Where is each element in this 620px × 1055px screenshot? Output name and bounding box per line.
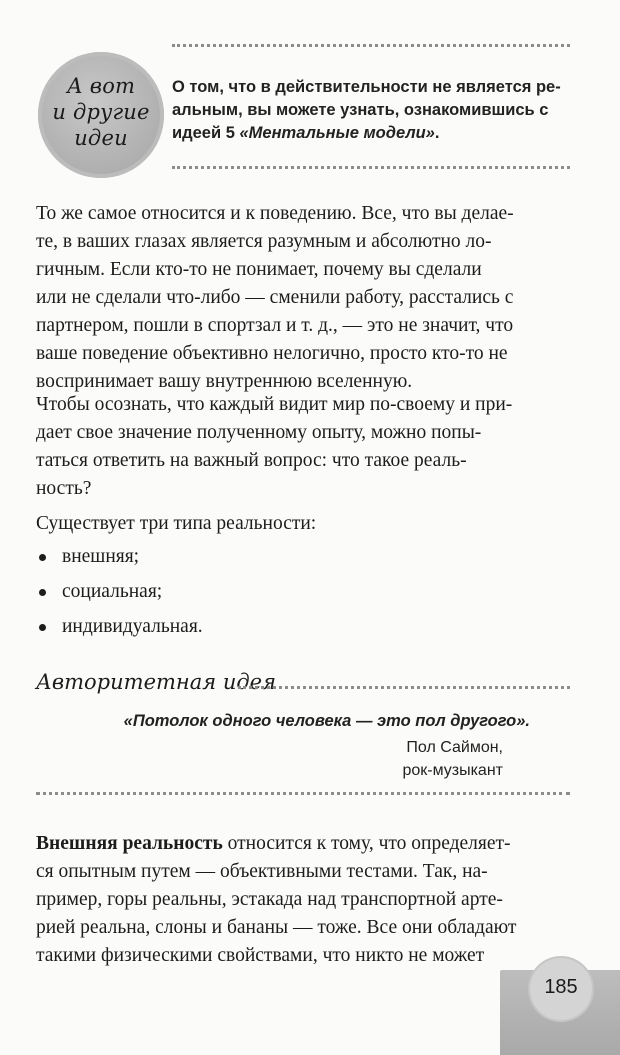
list-item-text: внешняя; [62,546,140,567]
badge-line-2: и другие [52,100,150,124]
bullet-icon [39,554,46,561]
bullet-icon [39,589,46,596]
list-item [36,543,566,578]
p4-line: ся опытным путем — объективными тестами. Так, на- [36,861,488,882]
quote-author-role: рок-музыкант [402,762,503,779]
p2-line: таться ответить на важный вопрос: что такое реаль- [36,450,467,471]
badge-line-3: идеи [74,126,128,150]
callout-top-rule [172,44,570,50]
mental-models-reference: «Ментальные модели» [239,124,435,142]
callout-line-1: О том, что в действительности не является ре- [172,78,561,96]
paragraph-external-reality [36,830,566,970]
external-reality-term: Внешняя реальность [36,833,223,854]
callout-text [172,76,567,145]
p2-line: дает свое значение полученному опыту, можно попы- [36,422,482,443]
p1-line: ваше поведение объективно нелогично, просто кто-то не [36,343,508,364]
p4-line-1-rest: относится к тому, что определяет- [222,833,511,854]
p1-line: те, в ваших глазах является разумным и абсолютно ло- [36,231,492,252]
list-item-text: социальная; [62,581,163,602]
p1-line: или не сделали что-либо — сменили работу, расстались с [36,287,514,308]
p1-line: гичным. Если кто-то не понимает, почему вы сделали [36,259,482,280]
p1-line: воспринимает вашу внутреннюю вселенную. [36,371,413,392]
authoritative-idea-title: Авторитетная идея [36,670,277,694]
paragraph-reality-question [36,391,566,503]
callout-bottom-rule [172,166,570,172]
quote-author-name: Пол Саймон, [406,739,503,756]
badge-line-1: А вот [66,74,136,98]
callout-line-2: альным, вы можете узнать, ознакомившись с [172,101,549,119]
list-item-text: индивидуальная. [62,616,203,637]
p4-line [36,830,566,858]
callout-line-3-suffix: . [434,124,440,142]
other-ideas-badge-icon [38,52,164,178]
list-item [36,578,566,613]
bullet-icon [39,624,46,631]
p4-line: пример, горы реальны, эстакада над транспортной арте- [36,889,503,910]
list-item [36,613,566,648]
paragraph-three-types: Существует три типа реальности: [36,513,317,534]
auth-bottom-rule [36,792,570,798]
p1-line: партнером, пошли в спортзал и т. д., — это не значит, что [36,315,514,336]
p2-line: ность? [36,478,92,499]
p1-line: То же самое относится и к поведению. Все, что вы делае- [36,203,514,224]
paul-simon-quote: «Потолок одного человека — это пол другого». [123,712,530,730]
p2-line: Чтобы осознать, что каждый видит мир по-своему и при- [36,394,513,415]
reality-types-list [36,543,566,648]
callout-line-3 [172,122,567,145]
page-number: 185 [544,976,578,998]
p4-line: рией реальна, слоны и бананы — тоже. Все они обладают [36,917,517,938]
auth-top-rule [238,686,570,692]
callout-line-3-prefix: идеей 5 [172,124,240,142]
p4-line: такими физическими свойствами, что никто не может [36,945,485,966]
paragraph-behavior [36,200,566,396]
